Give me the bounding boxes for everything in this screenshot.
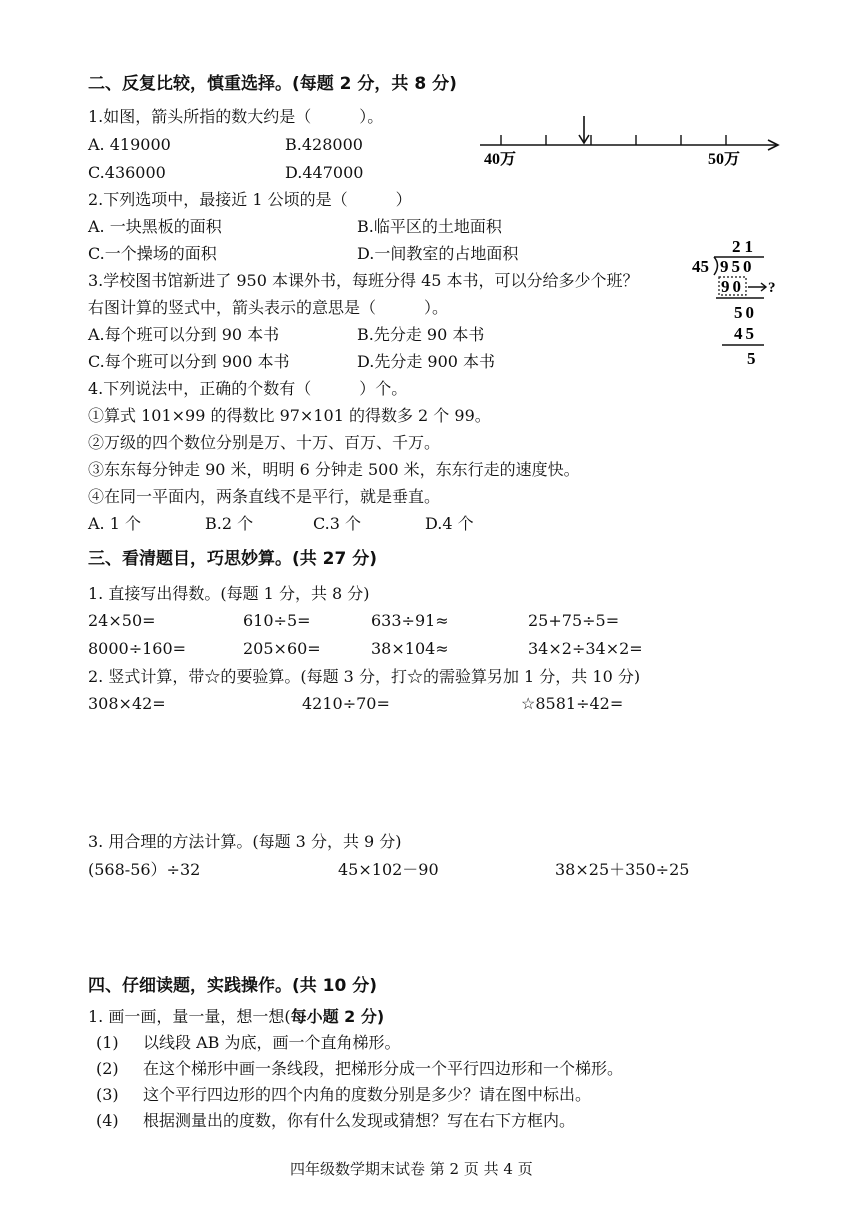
q4-statement-1: ①算式 101×99 的得数比 97×101 的得数多 2 个 99。 [88, 406, 491, 425]
s3-p3-item3: 38×25＋350÷25 [555, 860, 690, 879]
q2-option-d: D.一间教室的占地面积 [357, 244, 519, 263]
s3-p1-r2-item2: 205×60= [243, 639, 321, 658]
s3-p1-r1-item1: 24×50= [88, 611, 156, 630]
division-step1: 90 [721, 277, 744, 296]
section4-heading: 四、仔细读题，实践操作。(共 10 分) [88, 976, 378, 996]
division-divisor: 45 [692, 257, 709, 276]
q1-option-b: B.428000 [285, 135, 363, 154]
q2-option-b: B.临平区的土地面积 [357, 217, 502, 236]
s3-p1-stem: 1. 直接写出得数。(每题 1 分，共 8 分) [88, 584, 370, 603]
q2-option-c: C.一个操场的面积 [88, 244, 217, 263]
s3-p1-r1-item2: 610÷5= [243, 611, 311, 630]
s3-p2-item3: ☆8581÷42= [521, 694, 624, 713]
number-line-left-label: 40万 [484, 151, 517, 168]
division-dividend: 950 [720, 257, 755, 276]
number-line-right-label: 50万 [708, 151, 741, 168]
division-remainder: 5 [747, 349, 756, 368]
q3-stem-line1: 3.学校图书馆新进了 950 本课外书，每班分得 45 本书，可以分给多少个班？ [88, 271, 639, 290]
q2-stem: 2.下列选项中，最接近 1 公顷的是（ ） [88, 190, 412, 209]
q3-option-b: B.先分走 90 本书 [357, 325, 485, 344]
q4-stem: 4.下列说法中，正确的个数有（ ）个。 [88, 379, 408, 398]
q3-option-a: A.每个班可以分到 90 本书 [88, 325, 280, 344]
division-bracket [714, 257, 718, 275]
q4-option-b: B.2 个 [205, 514, 254, 533]
q4-statement-4: ④在同一平面内，两条直线不是平行，就是垂直。 [88, 487, 441, 506]
long-division-diagram [688, 236, 800, 370]
s3-p1-r1-item4: 25+75÷5= [528, 611, 620, 630]
q4-statement-3: ③东东每分钟走 90 米，明明 6 分钟走 500 米，东东行走的速度快。 [88, 460, 580, 479]
division-arrow-label: ? [768, 280, 776, 296]
q1-option-c: C.436000 [88, 163, 166, 182]
q4-option-a: A. 1 个 [88, 514, 141, 533]
q1-option-d: D.447000 [285, 163, 364, 182]
s3-p1-r2-item3: 38×104≈ [371, 639, 449, 658]
q3-stem-line2: 右图计算的竖式中，箭头表示的意思是（ ）。 [88, 298, 449, 317]
q4-option-c: C.3 个 [313, 514, 362, 533]
s3-p1-r2-item1: 8000÷160= [88, 639, 187, 658]
q1-stem: 1.如图，箭头所指的数大约是（ ）。 [88, 107, 384, 126]
division-step3: 45 [734, 324, 757, 343]
division-quotient: 21 [732, 237, 757, 256]
section3-heading: 三、看清题目，巧思妙算。(共 27 分) [88, 549, 378, 569]
s3-p2-stem: 2. 竖式计算，带☆的要验算。(每题 3 分，打☆的需验算另加 1 分，共 10 分) [88, 667, 641, 686]
s4-sub4-num: (4) [96, 1111, 119, 1130]
s4-q1-stem-bold: 每小题 2 分) [290, 1007, 385, 1026]
s3-p1-r2-item4: 34×2÷34×2= [528, 639, 643, 658]
q4-statement-2: ②万级的四个数位分别是万、十万、百万、千万。 [88, 433, 441, 452]
q3-option-d: D.先分走 900 本书 [357, 352, 496, 371]
number-line-ticks [501, 135, 726, 145]
s3-p2-item2: 4210÷70= [302, 694, 390, 713]
q4-option-d: D.4 个 [425, 514, 474, 533]
s4-sub2-text: 在这个梯形中画一条线段，把梯形分成一个平行四边形和一个梯形。 [143, 1059, 624, 1078]
s4-q1-stem [88, 1007, 384, 1027]
s4-sub3-num: (3) [96, 1085, 119, 1104]
s3-p2-item1: 308×42= [88, 694, 166, 713]
s4-sub4-text: 根据测量出的度数，你有什么发现或猜想？写在右下方框内。 [143, 1111, 576, 1130]
s3-p1-r1-item3: 633÷91≈ [371, 611, 449, 630]
s3-p3-item2: 45×102－90 [338, 860, 439, 879]
number-line-diagram [470, 112, 790, 172]
division-step2: 50 [734, 303, 757, 322]
section2-heading: 二、反复比较，慎重选择。(每题 2 分，共 8 分) [88, 74, 457, 94]
q3-option-c: C.每个班可以分到 900 本书 [88, 352, 290, 371]
q2-option-a: A. 一块黑板的面积 [88, 217, 222, 236]
s4-sub1-num: (1) [96, 1033, 119, 1052]
s4-sub2-num: (2) [96, 1059, 119, 1078]
s4-sub1-text: 以线段 AB 为底，画一个直角梯形。 [143, 1033, 401, 1052]
s3-p3-stem: 3. 用合理的方法计算。(每题 3 分，共 9 分) [88, 832, 402, 851]
page-footer: 四年级数学期末试卷 第 2 页 共 4 页 [290, 1160, 533, 1178]
s4-q1-stem-plain: 1. 画一画，量一量，想一想( [88, 1007, 291, 1026]
s4-sub3-text: 这个平行四边形的四个内角的度数分别是多少？请在图中标出。 [143, 1085, 592, 1104]
s3-p3-item1: (568-56）÷32 [88, 860, 201, 879]
q1-option-a: A. 419000 [88, 135, 171, 154]
